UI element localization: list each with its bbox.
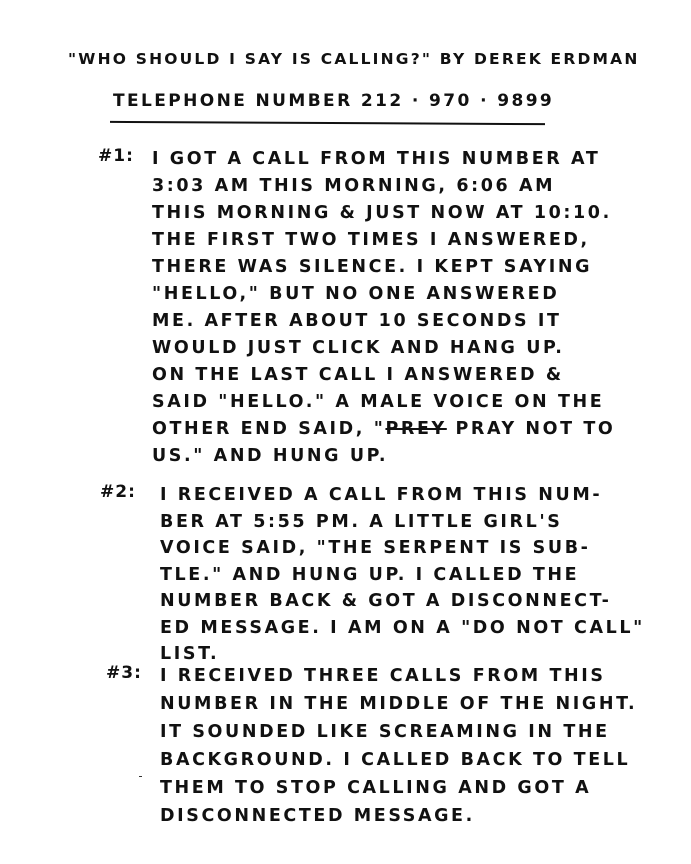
crossed-out-word: PREY [385, 419, 447, 439]
line-start: OTHER END SAID, " [152, 419, 386, 439]
entry-line: BACKGROUND. I CALLED BACK TO TELL [160, 750, 631, 770]
entry-line: NUMBER IN THE MIDDLE OF THE NIGHT. [160, 694, 638, 714]
entry-line: I RECEIVED THREE CALLS FROM THIS [160, 666, 606, 686]
entry-line: ME. AFTER ABOUT 10 SECONDS IT [152, 311, 562, 331]
entry-number: #1: [98, 146, 134, 166]
title-underline [110, 121, 545, 125]
entry-line: IT SOUNDED LIKE SCREAMING IN THE [160, 722, 610, 742]
entry-text [160, 665, 637, 833]
entry-line: LIST. [160, 644, 220, 664]
entry-line: BER AT 5:55 PM. A LITTLE GIRL'S [160, 511, 563, 532]
entry-line: THIS MORNING & JUST NOW AT 10:10. [152, 203, 612, 223]
entry-line: THEM TO STOP CALLING AND GOT A [160, 778, 592, 798]
entry-line: NUMBER BACK & GOT A DISCONNECT- [160, 591, 612, 611]
entry-line: ED MESSAGE. I AM ON A "DO NOT CALL" [160, 617, 645, 638]
page-title: "WHO SHOULD I SAY IS CALLING?" BY DEREK ERDMAN [68, 50, 640, 68]
entry-line: ON THE LAST CALL I ANSWERED & [152, 365, 564, 385]
entry-line [152, 418, 615, 445]
entry-text [152, 148, 615, 472]
stray-ink-mark [139, 776, 142, 777]
entry-line: DISCONNECTED MESSAGE. [160, 806, 475, 826]
line-end: PRAY NOT TO [446, 419, 616, 439]
entry-number: #3: [106, 663, 142, 683]
entry-line: SAID "HELLO." A MALE VOICE ON THE [152, 392, 605, 412]
entry-line: I RECEIVED A CALL FROM THIS NUM- [160, 485, 603, 505]
entry-line: I GOT A CALL FROM THIS NUMBER AT [152, 149, 601, 169]
entry-line: WOULD JUST CLICK AND HANG UP. [152, 338, 565, 358]
entry-number: #2: [100, 482, 136, 502]
entry-line: 3:03 AM THIS MORNING, 6:06 AM [152, 176, 556, 196]
telephone-number: TELEPHONE NUMBER 212 · 970 · 9899 [113, 91, 555, 111]
entry-line: "HELLO," BUT NO ONE ANSWERED [152, 284, 560, 304]
entry-line: THE FIRST TWO TIMES I ANSWERED, [152, 230, 590, 250]
entry-line: VOICE SAID, "THE SERPENT IS SUB- [160, 538, 591, 558]
entry-line: US." AND HUNG UP. [152, 446, 389, 466]
entry-text [160, 484, 645, 670]
entry-line: THERE WAS SILENCE. I KEPT SAYING [152, 257, 593, 277]
entry-line: TLE." AND HUNG UP. I CALLED THE [160, 564, 580, 585]
